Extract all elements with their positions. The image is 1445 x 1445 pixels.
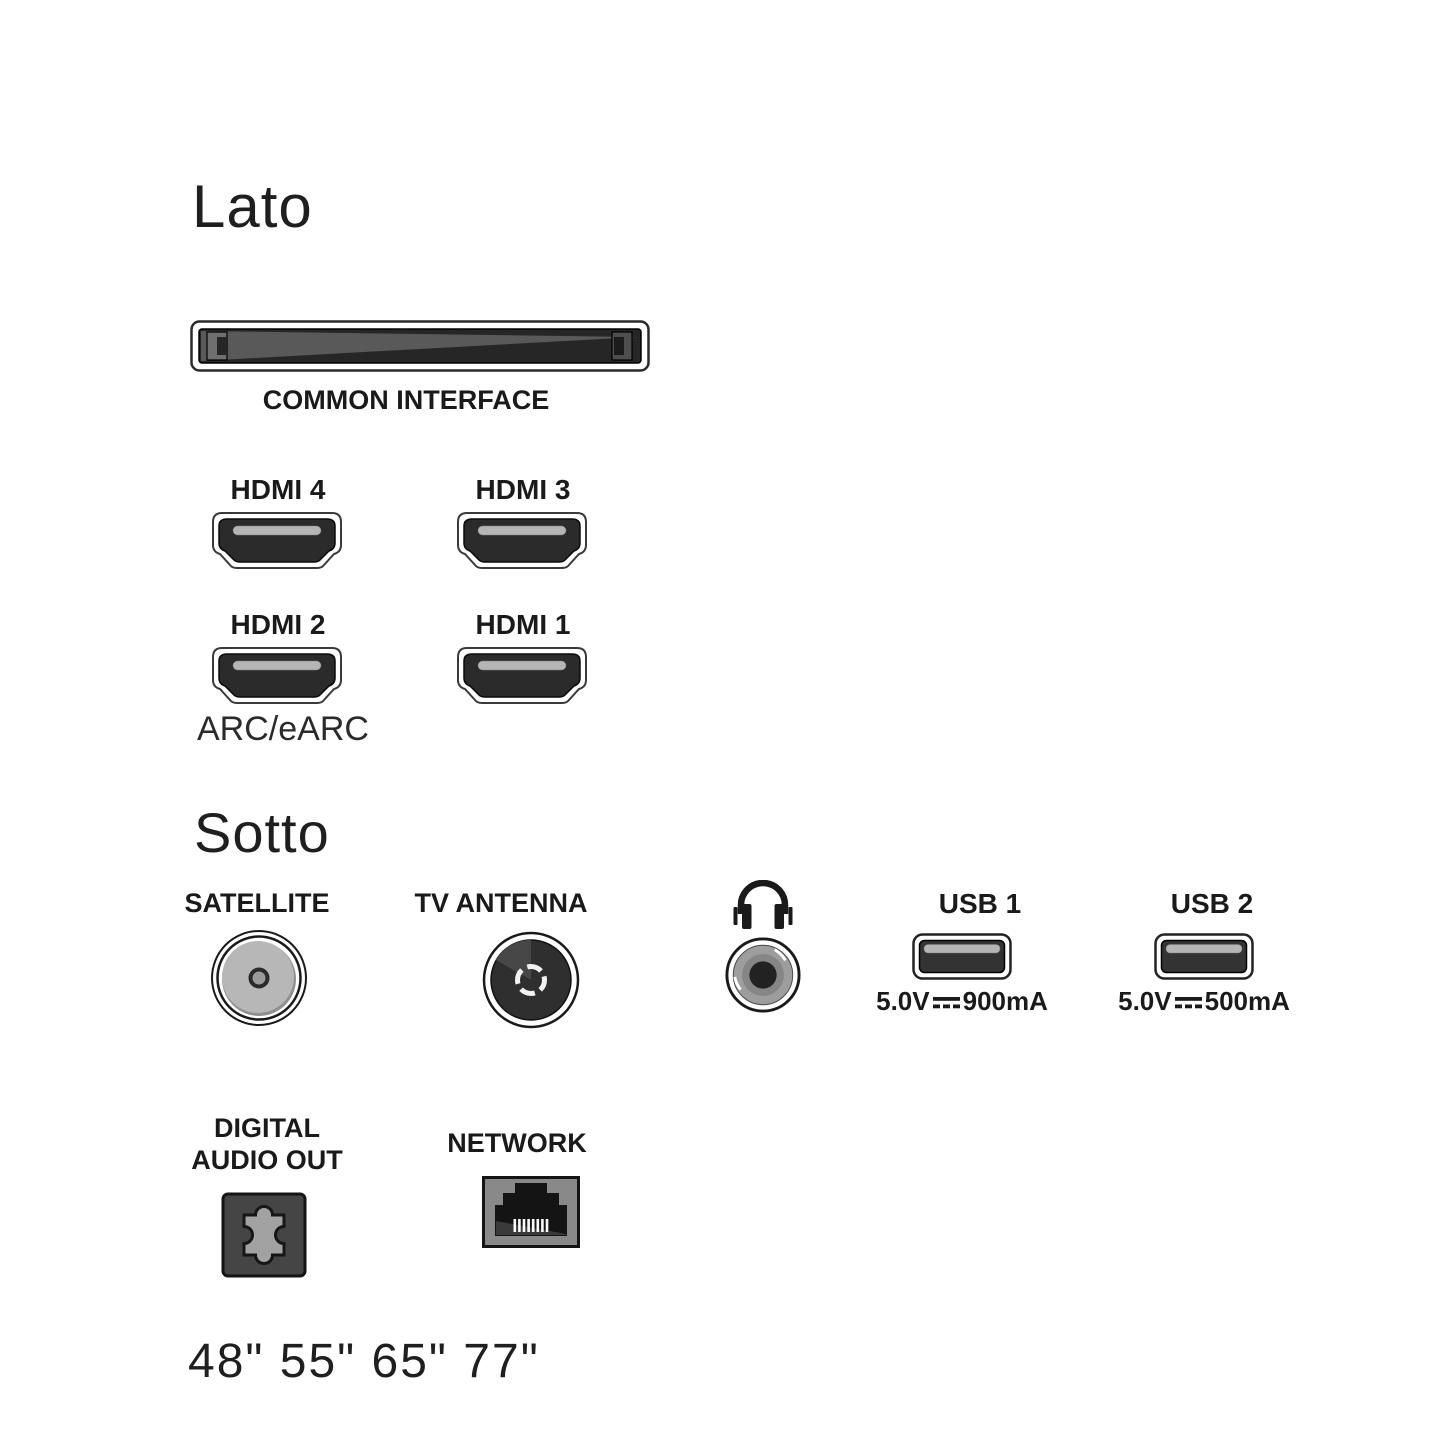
- tv-antenna-connector-icon: [481, 930, 581, 1030]
- digital-audio-out-label: [177, 1112, 357, 1176]
- hdmi4-label: HDMI 4: [230, 474, 326, 505]
- usb2-port-icon: [1154, 933, 1254, 980]
- side-section-heading: Lato: [192, 173, 313, 240]
- satellite-label: SATELLITE: [184, 888, 330, 918]
- dc-symbol-icon: [932, 994, 961, 1010]
- optical-audio-port-icon: [221, 1192, 307, 1278]
- screen-sizes-text: 48" 55" 65" 77": [188, 1335, 540, 1388]
- bottom-section-heading: Sotto: [194, 801, 330, 864]
- usb1-current: 900mA: [962, 986, 1048, 1016]
- satellite-connector-icon: [209, 928, 309, 1028]
- dc-symbol-icon: [1174, 994, 1203, 1010]
- hdmi2-port-icon: [212, 647, 342, 709]
- hdmi1-label: HDMI 1: [475, 609, 571, 640]
- usb1-label: USB 1: [938, 888, 1022, 919]
- common-interface-label: COMMON INTERFACE: [262, 385, 550, 415]
- usb2-label: USB 2: [1170, 888, 1254, 919]
- usb2-current: 500mA: [1204, 986, 1290, 1016]
- digital-audio-out-label-line2: AUDIO OUT: [191, 1145, 343, 1175]
- headphone-jack-icon: [724, 936, 802, 1014]
- headphones-icon: [733, 880, 793, 932]
- hdmi2-label: HDMI 2: [230, 609, 326, 640]
- usb2-power-rating: [1114, 986, 1294, 1017]
- hdmi1-port-icon: [457, 647, 587, 709]
- hdmi3-label: HDMI 3: [475, 474, 571, 505]
- usb1-port-icon: [912, 933, 1012, 980]
- usb1-voltage: 5.0V: [876, 986, 930, 1016]
- ethernet-port-icon: [482, 1176, 580, 1248]
- usb1-power-rating: [872, 986, 1052, 1017]
- hdmi4-port-icon: [212, 512, 342, 574]
- usb2-voltage: 5.0V: [1118, 986, 1172, 1016]
- hdmi2-arc-sublabel: ARC/eARC: [197, 710, 369, 748]
- tv-antenna-label: TV ANTENNA: [414, 888, 588, 918]
- common-interface-slot-icon: [190, 320, 650, 372]
- digital-audio-out-label-line1: DIGITAL: [214, 1113, 320, 1143]
- network-label: NETWORK: [447, 1128, 587, 1158]
- hdmi3-port-icon: [457, 512, 587, 574]
